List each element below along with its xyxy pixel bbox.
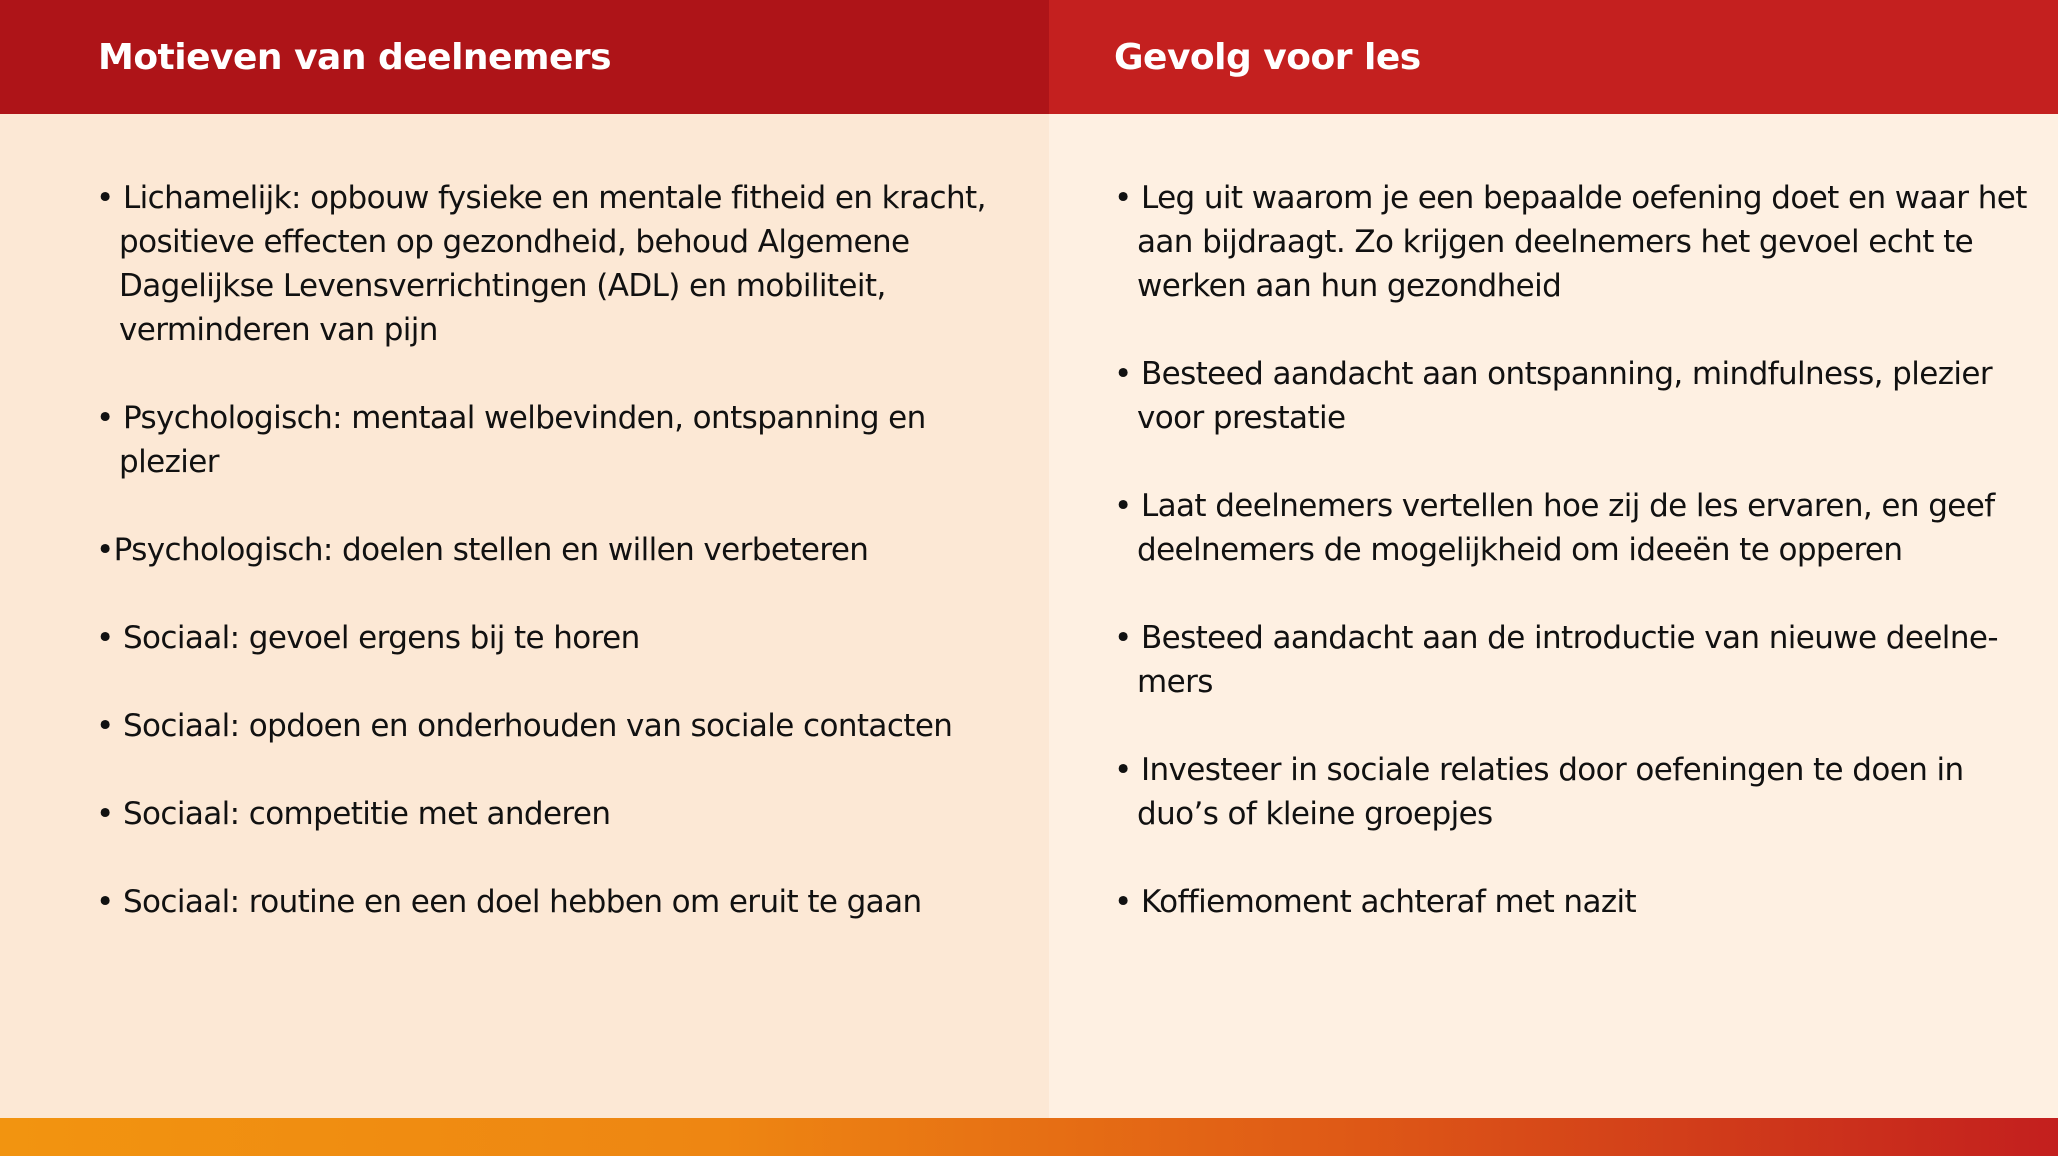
list-item: • Lichamelijk: opbouw fysieke en mentale fitheid en kracht, positieve effecten op gezondheid, behoud Algemene Dagelijkse Levensverrichtingen (ADL) en mobiliteit, verminderen van pijn	[96, 180, 986, 348]
list-item: • Besteed aandacht aan de introductie van nieuwe deelne-mers	[1114, 620, 1998, 700]
list-item: • Koffiemoment achteraf met nazit	[1114, 884, 1637, 920]
list-item: • Leg uit waarom je een bepaalde oefening doet en waar het aan bijdraagt. Zo krijgen deelnemers het gevoel echt te werken aan hun gezondheid	[1114, 180, 2027, 304]
motives-column	[0, 0, 1049, 1118]
motives-list	[96, 176, 996, 968]
consequences-title: Gevolg voor les	[1114, 36, 1421, 78]
list-item: • Besteed aandacht aan ontspanning, mindfulness, plezier voor prestatie	[1114, 356, 1993, 436]
list-item: • Psychologisch: mentaal welbevinden, ontspanning en plezier	[96, 400, 926, 480]
list-item: • Sociaal: opdoen en onderhouden van sociale contacten	[96, 708, 953, 744]
motives-header	[0, 0, 1049, 114]
bottom-gradient-bar	[0, 1118, 2058, 1156]
consequences-header	[1049, 0, 2058, 114]
list-item: • Sociaal: routine en een doel hebben om eruit te gaan	[96, 884, 922, 920]
consequences-list	[1114, 176, 2034, 968]
list-item: • Investeer in sociale relaties door oefeningen te doen in duo’s of kleine groepjes	[1114, 752, 1964, 832]
list-item: • Sociaal: gevoel ergens bij te horen	[96, 620, 640, 656]
list-item: • Laat deelnemers vertellen hoe zij de les ervaren, en geef deelnemers de mogelijkheid om ideeën te opperen	[1114, 488, 1995, 568]
motives-title: Motieven van deelnemers	[98, 36, 612, 78]
list-item: • Sociaal: competitie met anderen	[96, 796, 611, 832]
list-item: •Psychologisch: doelen stellen en willen verbeteren	[96, 532, 869, 568]
consequences-column	[1049, 0, 2058, 1118]
